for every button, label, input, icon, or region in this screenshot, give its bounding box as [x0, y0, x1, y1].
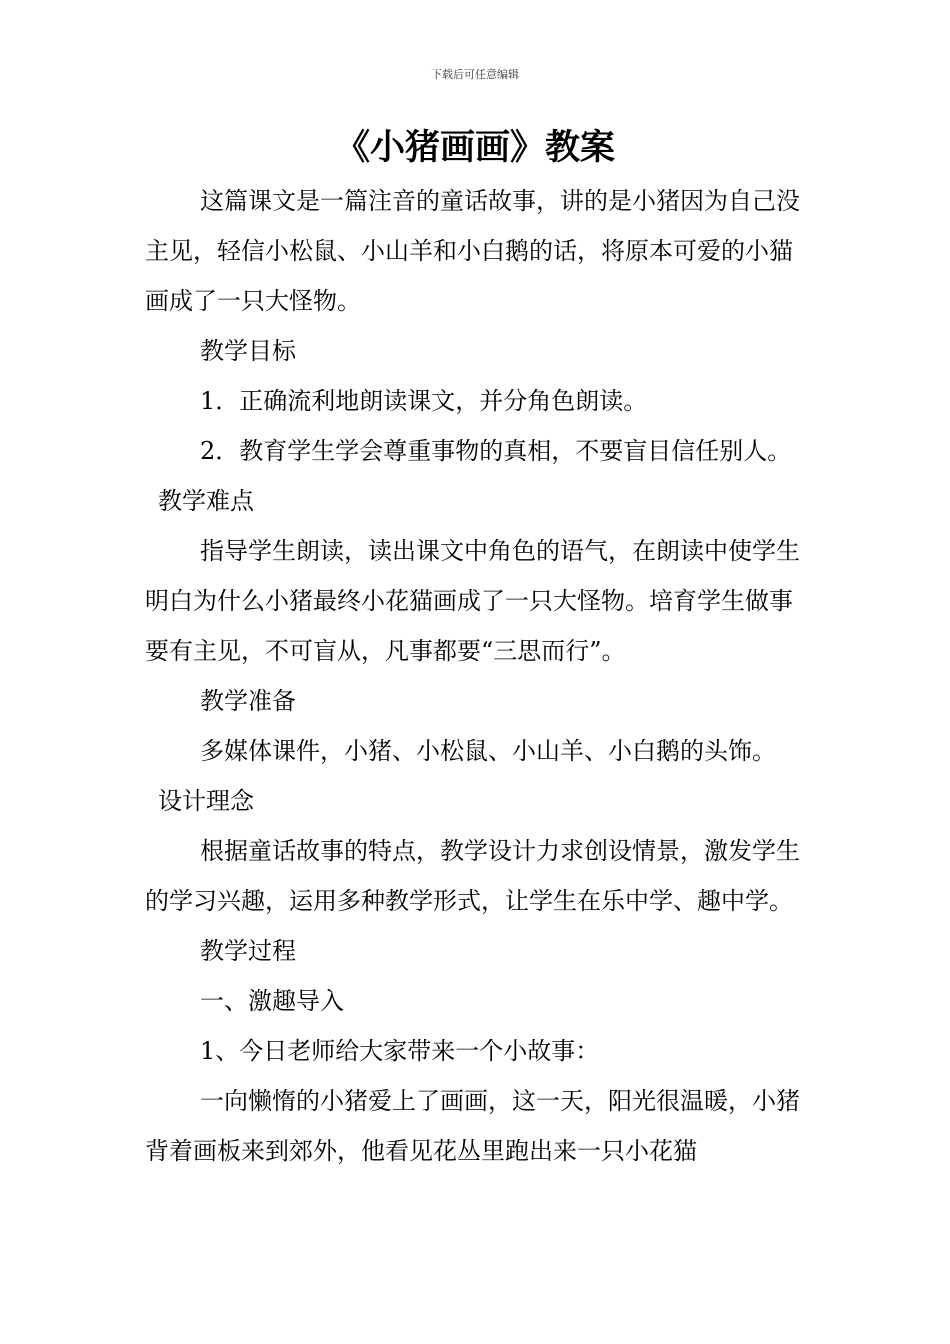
page-title: 《小猪画画》教案 [334, 128, 615, 168]
step-1-item: 1、今日老师给大家带来一个小故事： [200, 1037, 600, 1065]
prep-paragraph: 多媒体课件，小猪、小松鼠、小山羊、小白鹅的头饰。 [200, 737, 776, 765]
goals-heading: 教学目标 [200, 337, 296, 365]
concept-paragraph: 根据童话故事的特点，教学设计力求创设情景，激发学生的学习兴趣，运用多种教学形式，让学生在乐中学、趣中学。 [145, 837, 800, 915]
intro-paragraph: 这篇课文是一篇注音的童话故事，讲的是小猪因为自己没主见，轻信小松鼠、小山羊和小白鹅的话，将原本可爱的小猫画成了一只大怪物。 [145, 187, 800, 315]
process-heading: 教学过程 [200, 937, 296, 965]
difficulty-heading: 教学难点 [158, 487, 254, 515]
document-body [145, 176, 815, 1176]
concept-heading: 设计理念 [158, 787, 254, 815]
prep-heading: 教学准备 [200, 687, 296, 715]
goal-2: 2．教育学生学会尊重事物的真相，不要盲目信任别人。 [200, 437, 792, 465]
header-note: 下载后可任意编辑 [431, 68, 519, 81]
difficulty-paragraph: 指导学生朗读，读出课文中角色的语气，在朗读中使学生明白为什么小猪最终小花猫画成了一只大怪物。培育学生做事要有主见，不可盲从，凡事都要“三思而行”。 [145, 537, 800, 665]
step-1-heading: 一、激趣导入 [200, 987, 344, 1015]
goal-1: 1．正确流利地朗读课文，并分角色朗读。 [200, 387, 648, 415]
story-paragraph: 一向懒惰的小猪爱上了画画，这一天，阳光很温暖，小猪背着画板来到郊外，他看见花丛里跑出来一只小花猫 [145, 1087, 800, 1165]
